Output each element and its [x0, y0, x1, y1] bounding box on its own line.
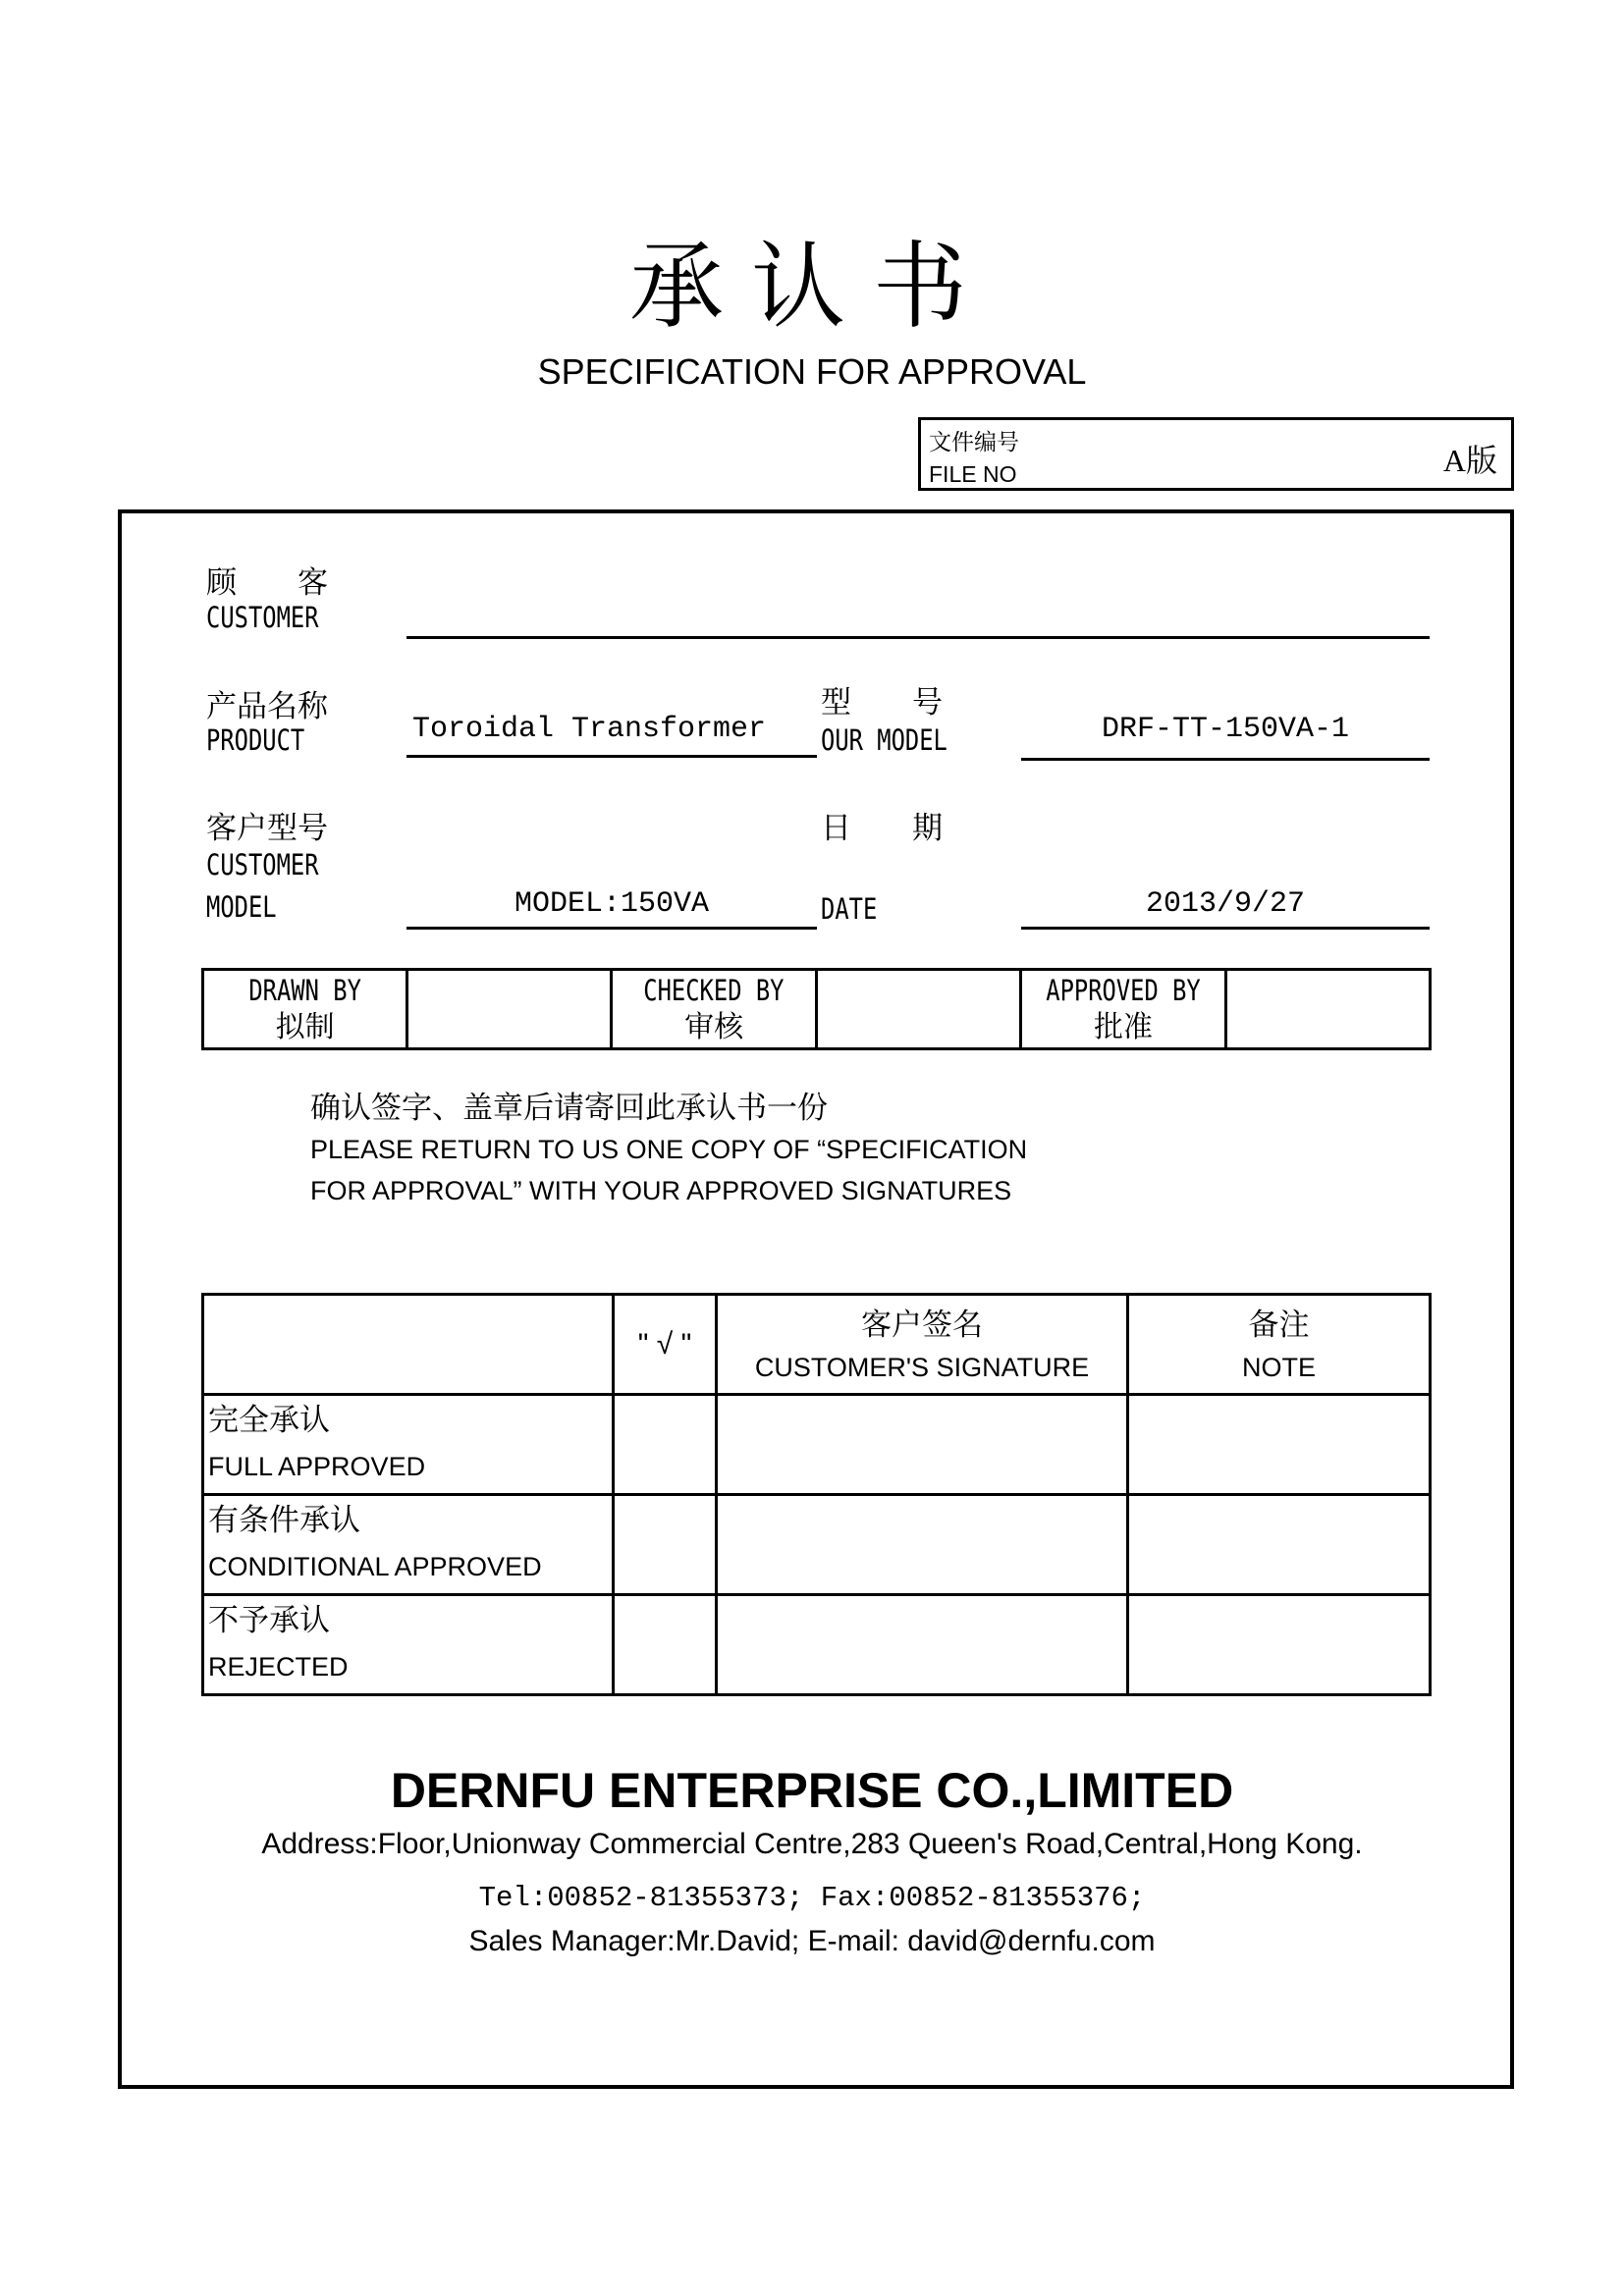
approval-table — [201, 1293, 1432, 1696]
company-tel-fax: Tel:00852-81355373; Fax:00852-81355376; — [478, 1882, 1146, 1914]
row-label-en: CONDITIONAL APPROVED — [208, 1552, 542, 1581]
file-no-label-cn: 文件编号 — [929, 429, 1019, 454]
note-header — [1128, 1295, 1431, 1395]
customer-label-en: CUSTOMER — [206, 601, 319, 634]
table-row — [203, 1395, 1431, 1495]
signature-cell-full-approved[interactable] — [717, 1395, 1128, 1495]
date-label-en: DATE — [821, 892, 878, 926]
file-no-label-en: FILE NO — [929, 461, 1017, 487]
drawn-by-sign-cell[interactable] — [407, 970, 612, 1049]
customer-model-label-cn: 客户型号 — [206, 811, 328, 846]
company-sales-contact: Sales Manager:Mr.David; E-mail: david@dernfu.com — [468, 1925, 1156, 1957]
approval-header-blank — [203, 1295, 614, 1395]
return-instructions-cn: 确认签字、盖章后请寄回此承认书一份 — [310, 1091, 828, 1125]
company-name: DERNFU ENTERPRISE CO.,LIMITED — [390, 1763, 1234, 1818]
approved-by-cn: 批准 — [1093, 1010, 1153, 1044]
note-cell-conditional-approved[interactable] — [1128, 1495, 1431, 1595]
signoff-table — [201, 968, 1432, 1050]
signature-header-cn: 客户签名 — [861, 1307, 983, 1343]
row-label-cn: 有条件承认 — [208, 1503, 360, 1538]
product-value: Toroidal Transformer — [406, 701, 817, 758]
row-label-en: FULL APPROVED — [208, 1452, 426, 1481]
customer-label-cn: 顾 客 — [206, 565, 328, 601]
approved-by-en: APPROVED BY — [1046, 974, 1201, 1007]
row-label-full-approved — [203, 1395, 614, 1495]
customer-model-label-en2: MODEL — [206, 890, 277, 924]
return-instructions-en-line2: FOR APPROVAL” WITH YOUR APPROVED SIGNATURES — [310, 1176, 1012, 1205]
row-label-en: REJECTED — [208, 1652, 349, 1682]
product-label-en: PRODUCT — [206, 723, 305, 757]
drawn-by-en: DRAWN BY — [248, 974, 361, 1007]
document-title-en: SPECIFICATION FOR APPROVAL — [537, 351, 1087, 392]
row-label-cn: 完全承认 — [208, 1403, 330, 1438]
approval-check-header: " √ " — [614, 1295, 717, 1395]
date-value: 2013/9/27 — [1021, 881, 1430, 930]
drawn-by-cn: 拟制 — [275, 1010, 335, 1044]
checked-by-cn: 审核 — [684, 1010, 744, 1044]
row-label-rejected — [203, 1595, 614, 1695]
table-row — [203, 1495, 1431, 1595]
product-label-cn: 产品名称 — [206, 689, 328, 724]
table-row — [203, 1595, 1431, 1695]
signature-cell-conditional-approved[interactable] — [717, 1495, 1128, 1595]
signature-header — [717, 1295, 1128, 1395]
signature-cell-rejected[interactable] — [717, 1595, 1128, 1695]
checked-by-en: CHECKED BY — [643, 974, 785, 1007]
note-header-en: NOTE — [1241, 1352, 1316, 1382]
return-instructions-en-line1: PLEASE RETURN TO US ONE COPY OF “SPECIFICATION — [310, 1135, 1028, 1164]
model-value: DRF-TT-150VA-1 — [1021, 701, 1430, 761]
file-version: A版 — [1442, 443, 1497, 478]
approved-by-cell — [1020, 970, 1225, 1049]
signature-header-en: CUSTOMER'S SIGNATURE — [754, 1352, 1090, 1382]
checked-by-sign-cell[interactable] — [816, 970, 1020, 1049]
check-cell-full-approved[interactable] — [614, 1395, 717, 1495]
check-cell-rejected[interactable] — [614, 1595, 717, 1695]
file-no-box — [918, 417, 1514, 491]
drawn-by-cell — [203, 970, 407, 1049]
customer-model-label-en1: CUSTOMER — [206, 848, 319, 881]
customer-model-value: MODEL:150VA — [406, 881, 817, 930]
approved-by-sign-cell[interactable] — [1225, 970, 1430, 1049]
row-label-cn: 不予承认 — [208, 1603, 330, 1638]
date-label-cn: 日 期 — [821, 811, 943, 846]
note-cell-full-approved[interactable] — [1128, 1395, 1431, 1495]
checked-by-cell — [612, 970, 817, 1049]
company-address: Address:Floor,Unionway Commercial Centre,283 Queen's Road,Central,Hong Kong. — [261, 1828, 1363, 1860]
check-cell-conditional-approved[interactable] — [614, 1495, 717, 1595]
document-title-cn: 承认书 — [629, 232, 995, 342]
model-label-en: OUR MODEL — [821, 723, 947, 757]
row-label-conditional-approved — [203, 1495, 614, 1595]
customer-value-line — [406, 599, 1430, 639]
note-header-cn: 备注 — [1248, 1307, 1310, 1343]
note-cell-rejected[interactable] — [1128, 1595, 1431, 1695]
return-instructions — [310, 1088, 1027, 1211]
model-label-cn: 型 号 — [821, 685, 943, 721]
